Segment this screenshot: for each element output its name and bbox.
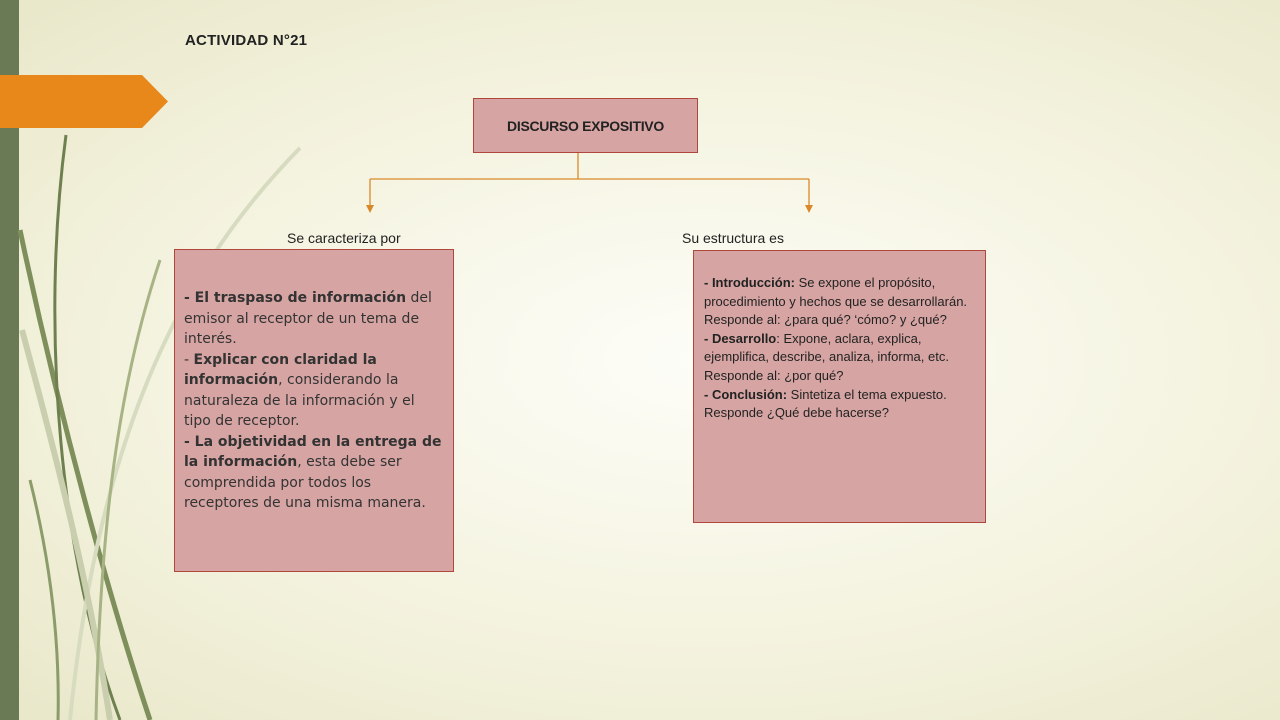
structure-item-note: Responde ¿Qué debe hacerse? — [704, 405, 890, 421]
characteristic-item: - El traspaso de información del emisor al receptor de un tema de interés. — [184, 290, 432, 347]
structure-item: - Conclusión: Sintetiza el tema expuesto. — [704, 386, 947, 402]
root-node — [473, 98, 698, 153]
orange-arrow-tab — [0, 75, 168, 128]
slide-title: ACTIVIDAD N°21 — [185, 32, 308, 49]
structure-item: - Desarrollo: Expone, aclara, explica, ejemplifica, describe, analiza, informa, etc. — [704, 330, 949, 365]
characteristic-item: - La objetividad en la entrega de la información, esta debe ser comprendida por todos los receptores de una misma manera. — [184, 433, 442, 511]
structure-item-note: Responde al: ¿por qué? — [704, 367, 844, 383]
arrowhead-left — [366, 205, 374, 213]
characteristics-box — [174, 249, 454, 572]
structure-item: - Introducción: Se expone el propósito, procedimiento y hechos que se desarrollarán. — [704, 275, 968, 309]
branch-label-characteristics: Se caracteriza por — [287, 230, 401, 246]
characteristic-item: - Explicar con claridad la información, considerando la naturaleza de la información y el tipo de receptor. — [184, 351, 415, 429]
arrowhead-right — [805, 205, 813, 213]
root-node-label: DISCURSO EXPOSITIVO — [507, 117, 664, 134]
branch-label-structure: Su estructura es — [682, 230, 784, 246]
structure-item-note: Responde al: ¿para qué? ‘cómo? y ¿qué? — [704, 312, 947, 328]
structure-box — [693, 250, 986, 523]
